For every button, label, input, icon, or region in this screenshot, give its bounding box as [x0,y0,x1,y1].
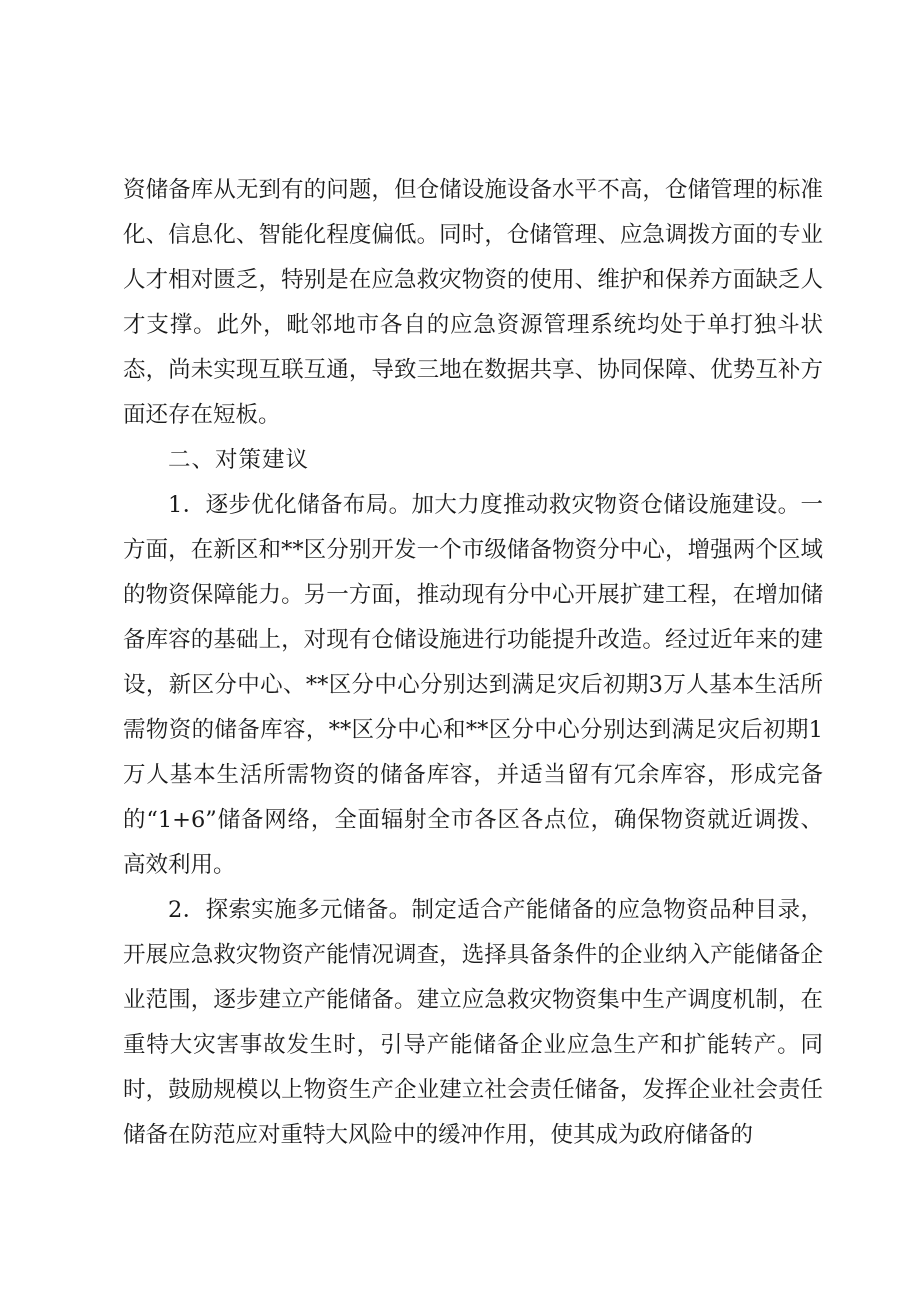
paragraph-continuation: 资储备库从无到有的问题，但仓储设施设备水平不高，仓储管理的标准化、信息化、智能化程度偏低。同时，仓储管理、应急调拨方面的专业人才相对匮乏，特别是在应急救灾物资的使用、维护和保养方面缺乏人才支撑。此外，毗邻地市各自的应急资源管理系统均处于单打独斗状态，尚未实现互联互通，导致三地在数据共享、协同保障、优势互补方面还存在短板。 [123,177,823,428]
document-body [123,168,823,1158]
section-heading: 二、对策建议 [168,447,310,473]
paragraph-item-1: 1．逐步优化储备布局。加大力度推动救灾物资仓储设施建设。一方面，在新区和**区分别开发一个市级储备物资分中心，增强两个区域的物资保障能力。另一方面，推动现有分中心开展扩建工程，在增加储备库容的基础上，对现有仓储设施进行功能提升改造。经过近年来的建设，新区分中心、**区分中心分别达到满足灾后初期3万人基本生活所需物资的储备库容，**区分中心和**区分中心分别达到满足灾后初期1万人基本生活所需物资的储备库容，并适当留有冗余库容，形成完备的“1+6”储备网络，全面辐射全市各区各点位，确保物资就近调拨、高效利用。 [123,492,823,878]
paragraph-item-2: 2．探索实施多元储备。制定适合产能储备的应急物资品种目录，开展应急救灾物资产能情况调查，选择具备条件的企业纳入产能储备企业范围，逐步建立产能储备。建立应急救灾物资集中生产调度机制，在重特大灾害事故发生时，引导产能储备企业应急生产和扩能转产。同时，鼓励规模以上物资生产企业建立社会责任储备，发挥企业社会责任储备在防范应对重特大风险中的缓冲作用，使其成为政府储备的 [123,897,823,1148]
